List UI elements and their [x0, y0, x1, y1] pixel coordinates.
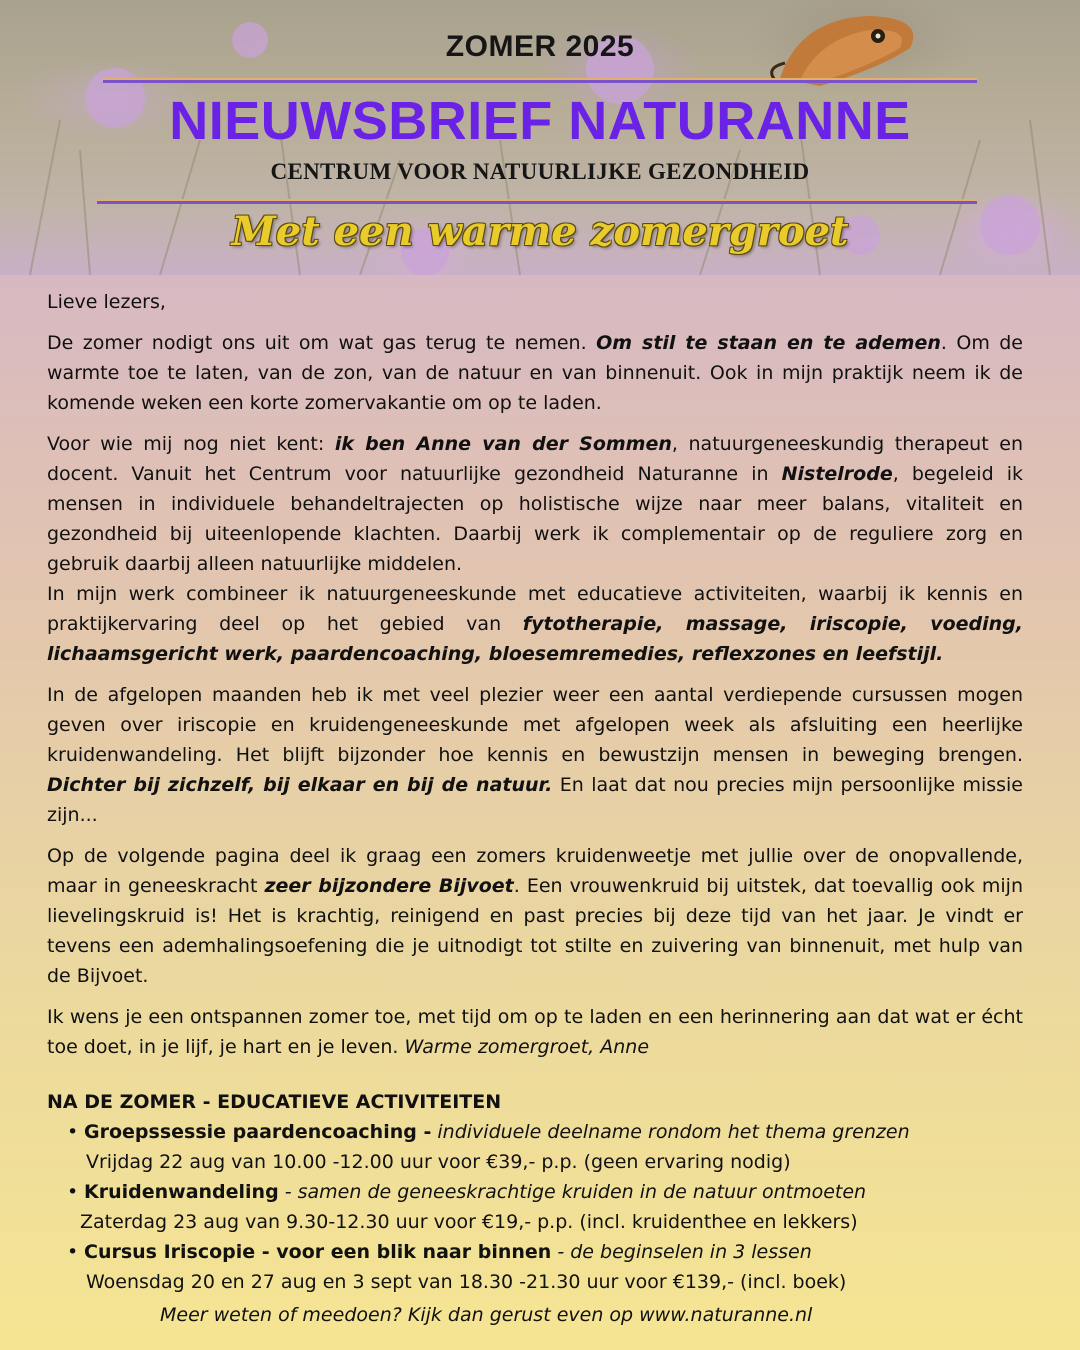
salutation: Lieve lezers, [47, 291, 166, 313]
header-divider-bottom [97, 199, 977, 204]
paragraph-6: Ik wens je een ontspannen zomer toe, met tijd om op te laden en een herinnering aan dat wat er écht toe doet, in je lijf, je hart en je leven. Warme zomergroet, Anne [47, 1006, 1023, 1058]
letter-body [47, 287, 1023, 1062]
newsletter-subtitle: CENTRUM VOOR NATUURLIJKE GEZONDHEID [270, 159, 810, 184]
paragraph-2: Voor wie mij nog niet kent: ik ben Anne van der Sommen, natuurgeneeskundig therapeut en docent. Vanuit het Centrum voor natuurlijke gezondheid Naturanne in Nistelrode, begeleid ik mensen in individuele behandeltrajecten op holistische wijze naar meer balans, vitaliteit en gezondheid bij uiteenlopende klachten. Daarbij werk ik complementair op de reguliere zorg en gebruik daarbij alleen natuurlijke middelen. [47, 433, 1023, 575]
paragraph-1: De zomer nodigt ons uit om wat gas terug te nemen. Om stil te staan en te ademen. Om de warmte toe te laten, van de zon, van de natuur en van binnenuit. Ook in mijn praktijk neem ik de komende weken een korte zomervakantie om op te laden. [47, 332, 1023, 414]
bullet-icon: • [67, 1121, 79, 1143]
bullet-icon: • [67, 1241, 79, 1263]
activity-item [67, 1177, 866, 1207]
footer-call-to-action: Meer weten of meedoen? Kijk dan gerust even op www.naturanne.nl [160, 1304, 813, 1326]
activity-description: - de beginselen in 3 lessen [551, 1241, 812, 1263]
activity-name: Cursus Iriscopie - voor een blik naar binnen [84, 1241, 552, 1263]
activity-description: individuele deelname rondom het thema grenzen [431, 1121, 910, 1143]
activity-description: - samen de geneeskrachtige kruiden in de natuur ontmoeten [278, 1181, 867, 1203]
paragraph-4: In de afgelopen maanden heb ik met veel plezier weer een aantal verdiepende cursussen mogen geven over iriscopie en kruidengeneeskunde met afgelopen week als afsluiting een heerlijke kruidenwandeling. Het blijft bijzonder hoe kennis en bewustzijn mensen in beweging brengen. Dichter bij zichzelf, bij elkaar en bij de natuur. En laat dat nou precies mijn persoonlijke missie zijn... [47, 684, 1023, 826]
header-banner [0, 0, 1080, 275]
activity-name: Kruidenwandeling [84, 1181, 279, 1203]
header-divider-top [103, 78, 977, 83]
greeting-tagline: Met een warme zomergroet [231, 208, 849, 255]
paragraph-5: Op de volgende pagina deel ik graag een zomers kruidenweetje met jullie over de onopvallende, maar in geneeskracht zeer bijzondere Bijvoet. Een vrouwenkruid bij uitstek, dat toevallig ook mijn lievelingskruid is! Het is krachtig, reinigend en past precies bij deze tijd van het jaar. Je vindt er tevens een ademhalingsoefening die je uitnodigt tot stilte en zuivering van binnenuit, met hulp van de Bijvoet. [47, 845, 1023, 987]
activity-item [67, 1117, 910, 1147]
activities-heading: NA DE ZOMER - EDUCATIEVE ACTIVITEITEN [47, 1091, 502, 1113]
season-label: ZOMER 2025 [445, 30, 635, 63]
activity-details: Vrijdag 22 aug van 10.00 -12.00 uur voor €39,- p.p. (geen ervaring nodig) [86, 1151, 791, 1173]
activity-details: Zaterdag 23 aug van 9.30-12.30 uur voor €19,- p.p. (incl. kruidenthee en lekkers) [80, 1211, 858, 1233]
newsletter-title: NIEUWSBRIEF NATURANNE [169, 91, 911, 151]
activity-item [67, 1237, 812, 1267]
activity-details: Woensdag 20 en 27 aug en 3 sept van 18.30 -21.30 uur voor €139,- (incl. boek) [86, 1271, 847, 1293]
paragraph-3: In mijn werk combineer ik natuurgeneeskunde met educatieve activiteiten, waarbij ik kennis en praktijkervaring deel op het gebied van fytotherapie, massage, iriscopie, voeding, lichaamsgericht werk, paardencoaching, bloesemremedies, reflexzones en leefstijl. [47, 583, 1023, 665]
bullet-icon: • [67, 1181, 79, 1203]
activity-name: Groepssessie paardencoaching - [84, 1121, 432, 1143]
